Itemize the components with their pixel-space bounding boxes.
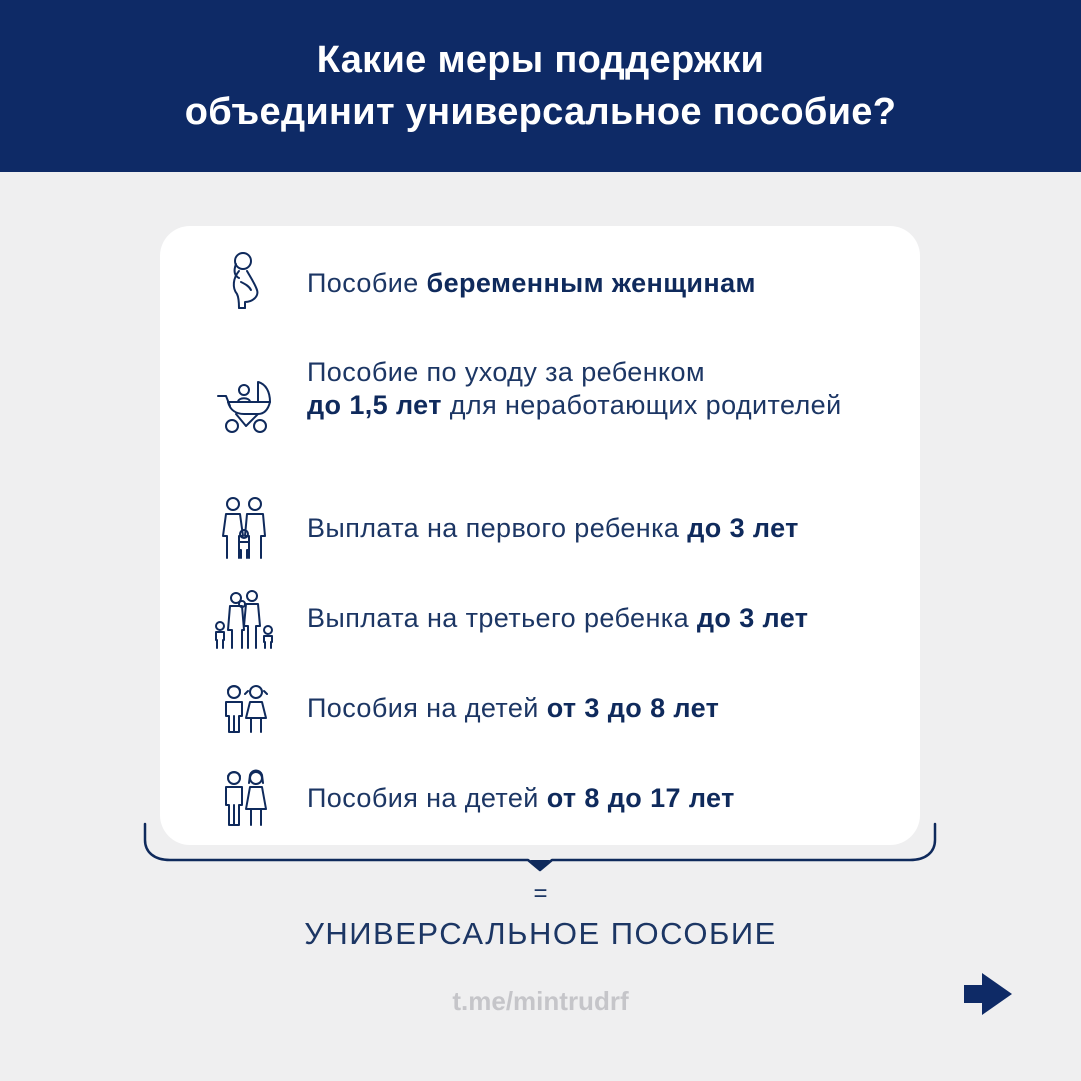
two-young-children-icon (210, 674, 280, 744)
item-bold: от 8 до 17 лет (546, 783, 735, 813)
item-plain: Пособие (307, 268, 427, 298)
telegram-link[interactable]: t.me/mintrudrf (452, 986, 629, 1016)
family-three-children-icon (210, 584, 280, 654)
item-plain: Пособия на детей (307, 783, 547, 813)
pregnant-woman-icon (210, 248, 280, 318)
item-bold: беременным женщинам (426, 268, 756, 298)
item-bold: до 3 лет (687, 513, 799, 543)
item-bold: до 3 лет (696, 603, 809, 633)
family-one-child-icon (210, 494, 280, 564)
title-line-1: Какие меры поддержки (316, 39, 765, 81)
item-text (307, 356, 907, 422)
item-plain: Пособие по уходу за ребенком (307, 357, 705, 387)
baby-stroller-icon (210, 368, 280, 438)
page-title (185, 34, 897, 138)
next-arrow-icon[interactable] (962, 971, 1014, 1017)
item-bold: от 3 до 8 лет (546, 693, 720, 723)
item-rest: для неработающих родителей (441, 390, 842, 420)
item-text (307, 782, 907, 815)
curly-bracket (140, 820, 940, 874)
item-plain: Пособия на детей (307, 693, 547, 723)
result-label: УНИВЕРСАЛЬНОЕ ПОСОБИЕ (304, 916, 777, 951)
item-plain: Выплата на первого ребенка (307, 513, 688, 543)
item-bold: до 1,5 лет (307, 390, 442, 420)
item-text (307, 692, 907, 725)
item-text (307, 267, 907, 300)
title-line-2: объединит универсальное пособие? (184, 91, 897, 133)
item-text (307, 512, 907, 545)
item-text (307, 602, 907, 635)
item-plain: Выплата на третьего ребенка (307, 603, 697, 633)
header-banner (0, 0, 1081, 172)
equals-sign: = (533, 880, 548, 907)
support-measures-card (160, 226, 920, 845)
